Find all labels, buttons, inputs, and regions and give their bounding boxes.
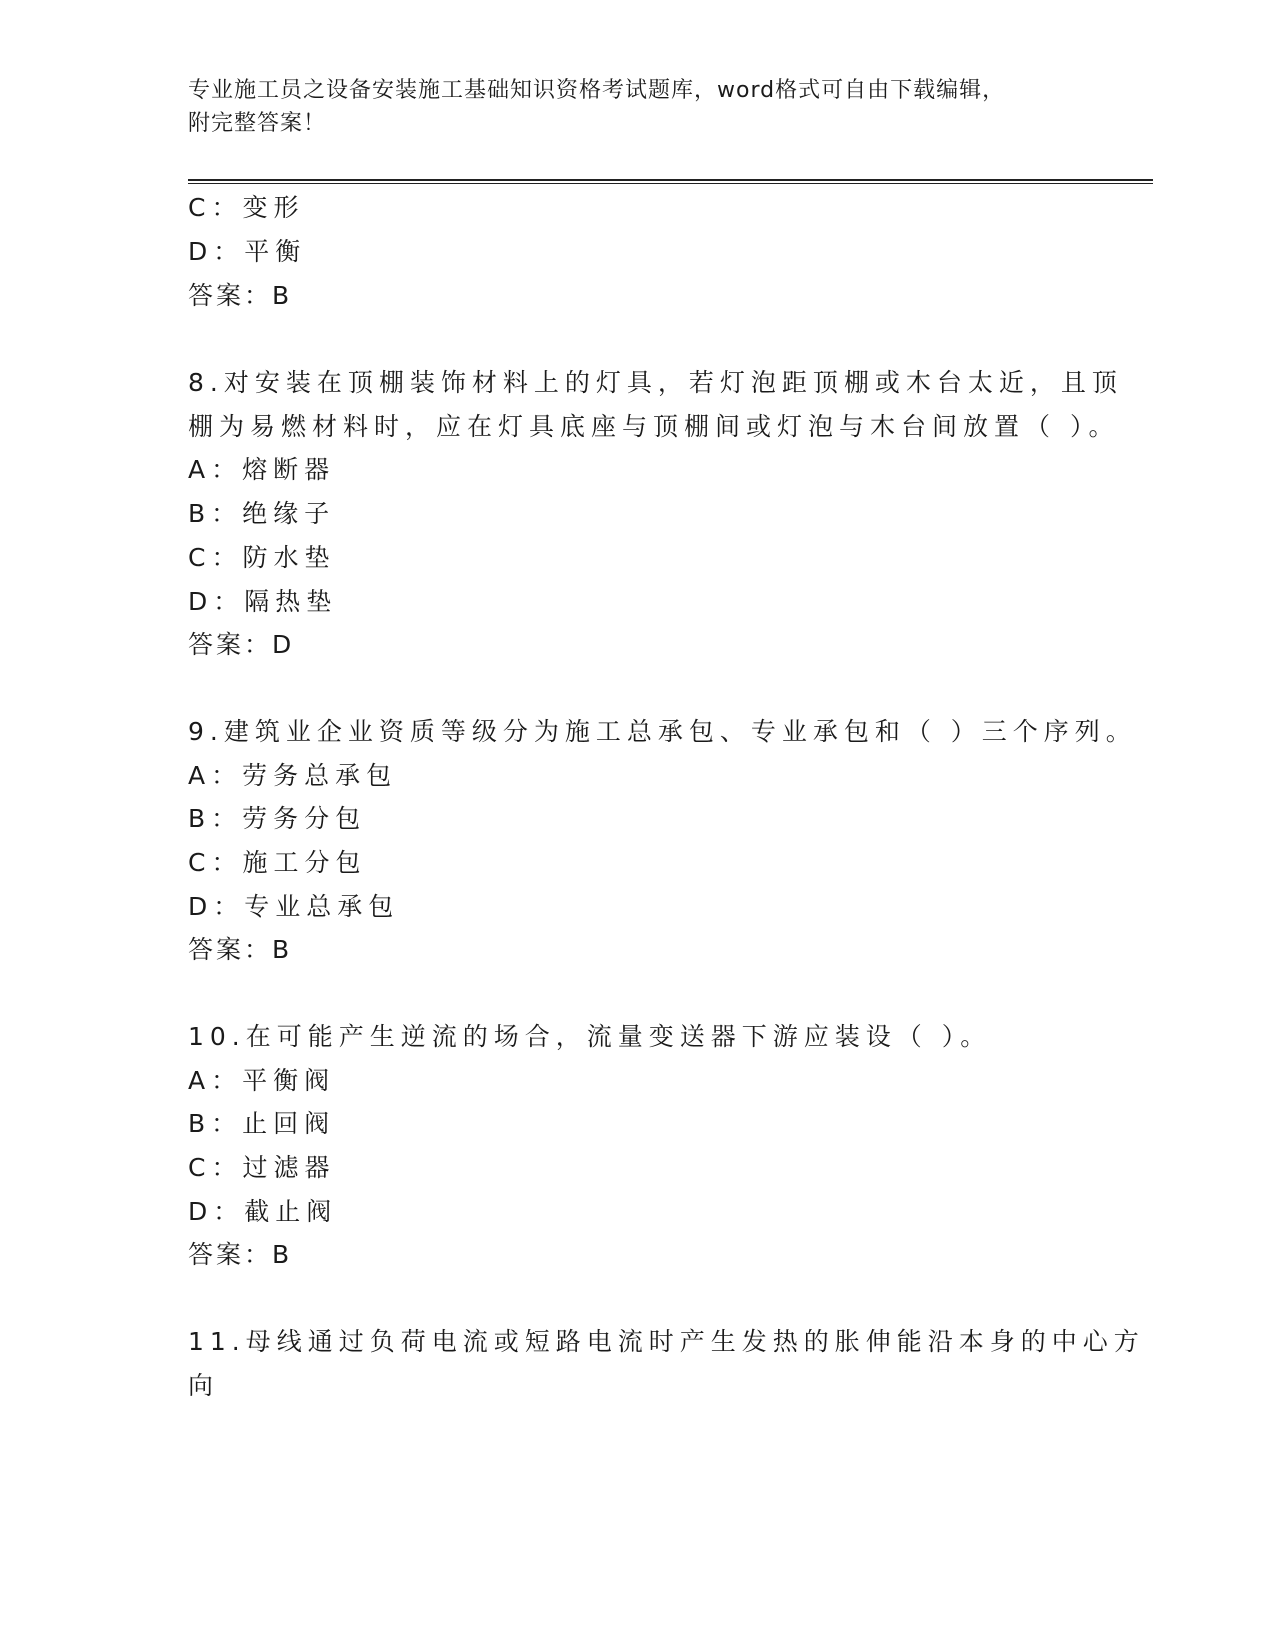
q8-option-a: A：熔断器 (188, 455, 336, 484)
header-title-line1: 专业施工员之设备安装施工基础知识资格考试题库，word格式可自由下载编辑， (188, 78, 1006, 103)
q8-option-b: B：绝缘子 (188, 499, 336, 528)
q8-stem-line2: 棚为易燃材料时，应在灯具底座与顶棚间或灯泡与木台间放置（ ）。 (188, 412, 1120, 441)
q10-option-a: A：平衡阀 (188, 1066, 336, 1095)
q9-answer: 答案：B (188, 935, 293, 964)
q9-option-b: B：劳务分包 (188, 804, 367, 833)
document-header (188, 74, 1088, 140)
q9-option-c: C：施工分包 (188, 848, 367, 877)
q7-option-d: D：平衡 (188, 237, 307, 266)
q11-stem-line1: 11.母线通过负荷电流或短路电流时产生发热的胀伸能沿本身的中心方 (188, 1327, 1145, 1356)
q7-option-c: C：变形 (188, 193, 305, 222)
q7-answer: 答案：B (188, 281, 293, 310)
q10-answer: 答案：B (188, 1240, 293, 1269)
q8-answer: 答案：D (188, 630, 295, 659)
q11-stem-line2: 向 (188, 1371, 220, 1400)
q9-option-a: A：劳务总承包 (188, 761, 398, 790)
q8-stem-line1: 8.对安装在顶棚装饰材料上的灯具，若灯泡距顶棚或木台太近，且顶 (188, 368, 1123, 397)
q10-option-d: D：截止阀 (188, 1197, 338, 1226)
q10-option-b: B：止回阀 (188, 1109, 336, 1138)
q10-option-c: C：过滤器 (188, 1153, 336, 1182)
header-divider-thin (188, 183, 1153, 184)
q9-option-d: D：专业总承包 (188, 892, 400, 921)
q8-option-c: C：防水垫 (188, 543, 336, 572)
q8-option-d: D：隔热垫 (188, 587, 338, 616)
header-divider-thick (188, 179, 1153, 181)
header-title-line2: 附完整答案！ (188, 111, 327, 136)
q10-stem-line1: 10.在可能产生逆流的场合，流量变送器下游应装设（ ）。 (188, 1022, 992, 1051)
q9-stem-line1: 9.建筑业企业资质等级分为施工总承包、专业承包和（ ）三个序列。 (188, 717, 1137, 746)
